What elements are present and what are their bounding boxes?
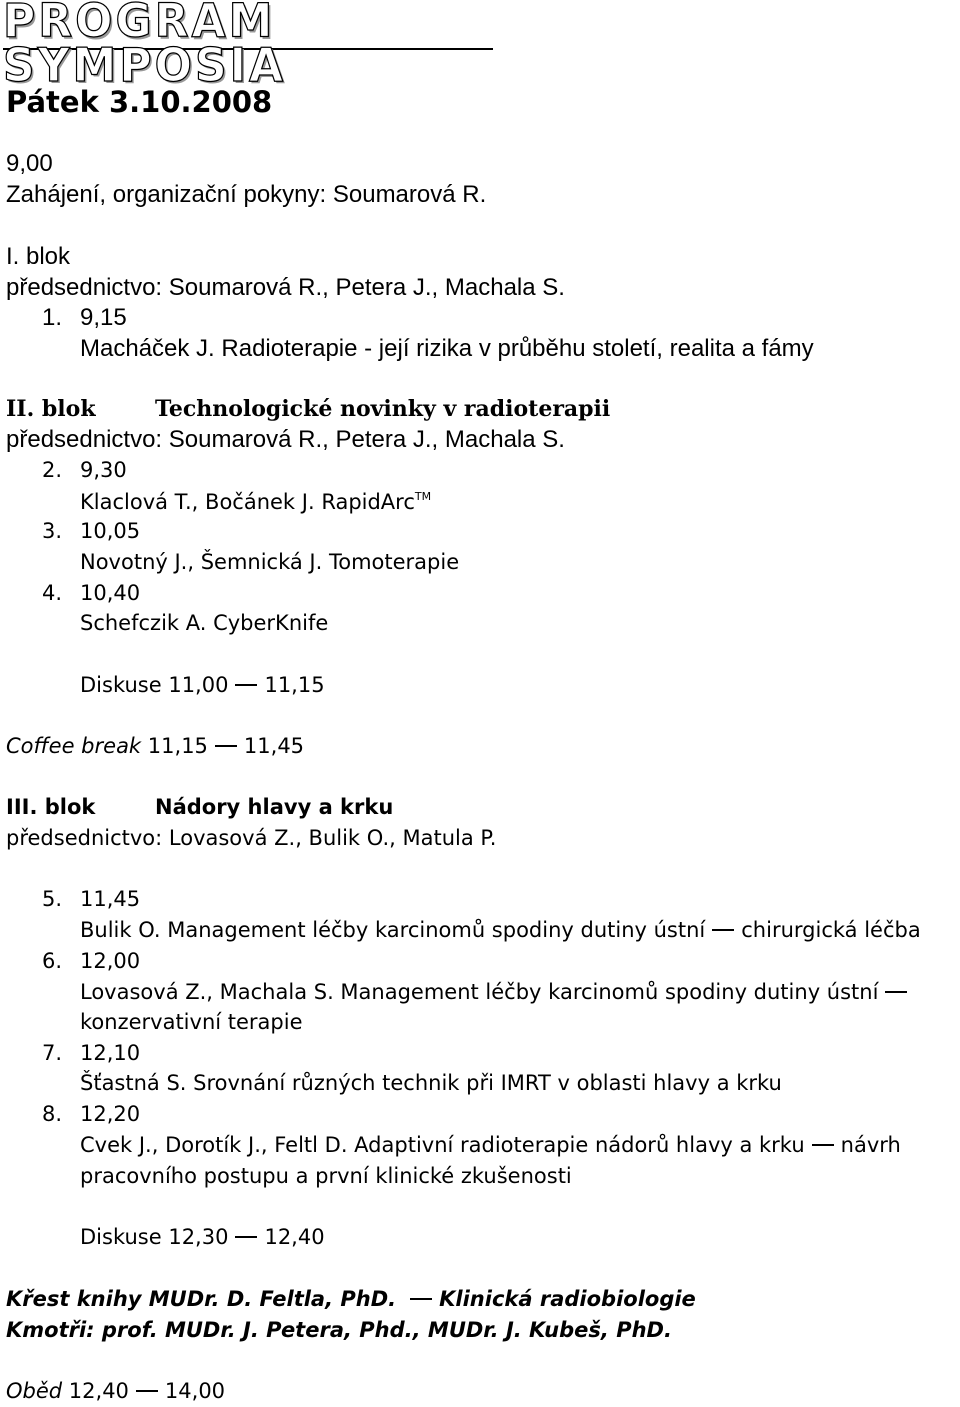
talk8-number: 8. [42,1102,63,1126]
talk7-time: 12,10 [80,1041,141,1065]
talk2-number: 2. [42,458,63,482]
block1-chairs: předsednictvo: Soumarová R., Petera J., Machala S. [6,274,565,301]
block2-label: II. blok [6,396,96,422]
talk7-number: 7. [42,1041,63,1065]
talk5-number: 5. [42,887,63,911]
talk3-number: 3. [42,519,63,543]
talk8-text-cont: pracovního postupu a první klinické zkušenosti [80,1164,572,1188]
talk4-time: 10,40 [80,581,141,605]
talk1-time: 9,15 [80,304,127,331]
lunch-line: Oběd 12,40 14,00 [6,1379,226,1403]
talk3-time: 10,05 [80,519,141,543]
coffee-break: Coffee break 11,15 11,45 [6,734,305,758]
talk6-number: 6. [42,949,63,973]
date-heading: Pátek 3.10.2008 [6,85,273,119]
opening-time: 9,00 [6,150,53,177]
book-launch-line: Křest knihy MUDr. D. Feltla, PhD. Klinická radiobiologie [6,1287,696,1311]
talk2-time: 9,30 [80,458,127,482]
block3-discussion: Diskuse 12,30 12,40 [80,1225,325,1249]
talk5-text: Bulik O. Management léčby karcinomů spodiny dutiny ústní chirurgická léčba [80,918,921,942]
talk2-text: Klaclová T., Bočánek J. RapidArc™ [80,490,432,514]
block3-label: III. blok [6,795,96,819]
block3-chairs: předsednictvo: Lovasová Z., Bulik O., Matula P. [6,826,497,850]
block2-chairs: předsednictvo: Soumarová R., Petera J., Machala S. [6,426,565,453]
talk1-number: 1. [42,304,63,331]
talk8-time: 12,20 [80,1102,141,1126]
talk4-number: 4. [42,581,63,605]
talk4-text: Schefczik A. CyberKnife [80,611,329,635]
block2-title: Technologické novinky v radioterapii [155,396,611,422]
godparents-line: Kmotři: prof. MUDr. J. Petera, Phd., MUDr. J. Kubeš, PhD. [6,1318,672,1342]
talk1-text: Macháček J. Radioterapie - její rizika v průběhu století, realita a fámy [80,335,814,362]
talk8-text: Cvek J., Dorotík J., Feltl D. Adaptivní radioterapie nádorů hlavy a krku návrh [80,1133,901,1157]
block3-title: Nádory hlavy a krku [155,795,394,819]
opening-text: Zahájení, organizační pokyny: Soumarová R. [6,181,487,208]
talk6-time: 12,00 [80,949,141,973]
trademark-mark: TM [414,490,432,503]
program-logo: PROGRAM SYMPOSIA [3,2,493,50]
talk5-time: 11,45 [80,887,141,911]
talk6-text-cont: konzervativní terapie [80,1010,303,1034]
block2-discussion: Diskuse 11,00 11,15 [80,673,325,697]
talk6-text: Lovasová Z., Machala S. Management léčby karcinomů spodiny dutiny ústní [80,982,914,1003]
talk7-text: Šťastná S. Srovnání různých technik při IMRT v oblasti hlavy a krku [80,1071,782,1095]
talk3-text: Novotný J., Šemnická J. Tomoterapie [80,550,460,574]
block1-label: I. blok [6,243,71,270]
